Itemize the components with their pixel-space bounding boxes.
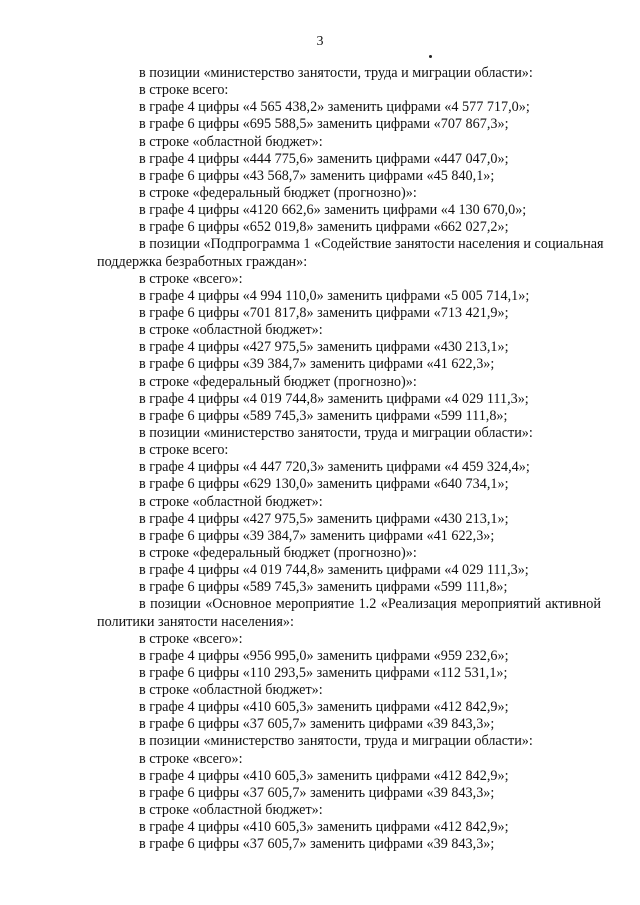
text-line: в графе 6 цифры «589 745,3» заменить цифрами «599 111,8»; xyxy=(139,407,508,424)
text-line: в графе 4 цифры «410 605,3» заменить цифрами «412 842,9»; xyxy=(139,819,509,836)
text-line: в графе 6 цифры «37 605,7» заменить цифрами «39 843,3»; xyxy=(139,836,495,853)
text-line: в графе 6 цифры «39 384,7» заменить цифрами «41 622,3»; xyxy=(139,356,495,373)
text-line: в позиции «Подпрограмма 1 «Содействие занятости населения и социальная xyxy=(139,236,604,253)
text-line: в строке «областной бюджет»: xyxy=(139,133,323,150)
text-line: в позиции «министерство занятости, труда и миграции области»: xyxy=(139,65,533,81)
text-line: в строке «всего»: xyxy=(139,630,243,647)
text-line: в графе 4 цифры «4 994 110,0» заменить цифрами «5 005 714,1»; xyxy=(139,287,530,304)
text-line: в графе 6 цифры «110 293,5» заменить цифрами «112 531,1»; xyxy=(139,664,508,681)
text-line: в графе 4 цифры «410 605,3» заменить цифрами «412 842,9»; xyxy=(139,699,509,716)
text-line: в графе 6 цифры «37 605,7» заменить цифрами «39 843,3»; xyxy=(139,716,495,733)
text-line: в строке «федеральный бюджет (прогнозно)»: xyxy=(139,544,417,561)
text-line: в графе 6 цифры «701 817,8» заменить цифрами «713 421,9»; xyxy=(139,304,509,321)
text-line: в строке всего: xyxy=(139,82,229,99)
text-line: в графе 6 цифры «589 745,3» заменить цифрами «599 111,8»; xyxy=(139,579,508,596)
text-line: в графе 4 цифры «4 565 438,2» заменить цифрами «4 577 717,0»; xyxy=(139,99,530,116)
text-line: в графе 6 цифры «37 605,7» заменить цифрами «39 843,3»; xyxy=(139,784,495,801)
text-line: в строке всего: xyxy=(139,442,229,459)
text-line: в графе 4 цифры «4 019 744,8» заменить цифрами «4 029 111,3»; xyxy=(139,562,529,579)
text-line: в строке «областной бюджет»: xyxy=(139,802,323,819)
text-line: в строке «федеральный бюджет (прогнозно)»: xyxy=(139,184,417,201)
text-line: в графе 4 цифры «4 019 744,8» заменить цифрами «4 029 111,3»; xyxy=(139,390,529,407)
text-line: в строке «областной бюджет»: xyxy=(139,493,323,510)
text-line: в позиции «Основное мероприятие 1.2 «Реализация мероприятий активной xyxy=(139,596,601,613)
document-body xyxy=(0,65,640,853)
text-line: в позиции «министерство занятости, труда и миграции области»: xyxy=(139,424,533,441)
text-line: поддержка безработных граждан»: xyxy=(97,253,308,270)
text-line: в графе 4 цифры «427 975,5» заменить цифрами «430 213,1»; xyxy=(139,339,509,356)
text-line: в строке «федеральный бюджет (прогнозно)»: xyxy=(139,373,417,390)
text-line: в графе 4 цифры «4 447 720,3» заменить цифрами «4 459 324,4»; xyxy=(139,459,530,476)
text-line: в позиции «министерство занятости, труда и миграции области»: xyxy=(139,733,533,750)
text-line: в графе 6 цифры «39 384,7» заменить цифрами «41 622,3»; xyxy=(139,527,495,544)
text-line: в графе 6 цифры «43 568,7» заменить цифрами «45 840,1»; xyxy=(139,167,495,184)
text-line: политики занятости населения»: xyxy=(97,613,294,630)
text-line: в строке «областной бюджет»: xyxy=(139,322,323,339)
text-line: в графе 4 цифры «4120 662,6» заменить цифрами «4 130 670,0»; xyxy=(139,202,527,219)
text-line: в графе 4 цифры «427 975,5» заменить цифрами «430 213,1»; xyxy=(139,510,509,527)
text-line: в строке «областной бюджет»: xyxy=(139,682,323,699)
page-number: 3 xyxy=(316,34,324,49)
scan-dot-mark xyxy=(429,55,432,58)
text-line: в графе 6 цифры «695 588,5» заменить цифрами «707 867,3»; xyxy=(139,116,509,133)
text-line: в графе 4 цифры «410 605,3» заменить цифрами «412 842,9»; xyxy=(139,767,509,784)
text-line: в строке «всего»: xyxy=(139,270,243,287)
text-line: в графе 6 цифры «652 019,8» заменить цифрами «662 027,2»; xyxy=(139,219,509,236)
text-line: в графе 6 цифры «629 130,0» заменить цифрами «640 734,1»; xyxy=(139,476,509,493)
text-line: в графе 4 цифры «956 995,0» заменить цифрами «959 232,6»; xyxy=(139,647,509,664)
text-line: в графе 4 цифры «444 775,6» заменить цифрами «447 047,0»; xyxy=(139,150,509,167)
text-line: в строке «всего»: xyxy=(139,750,243,767)
